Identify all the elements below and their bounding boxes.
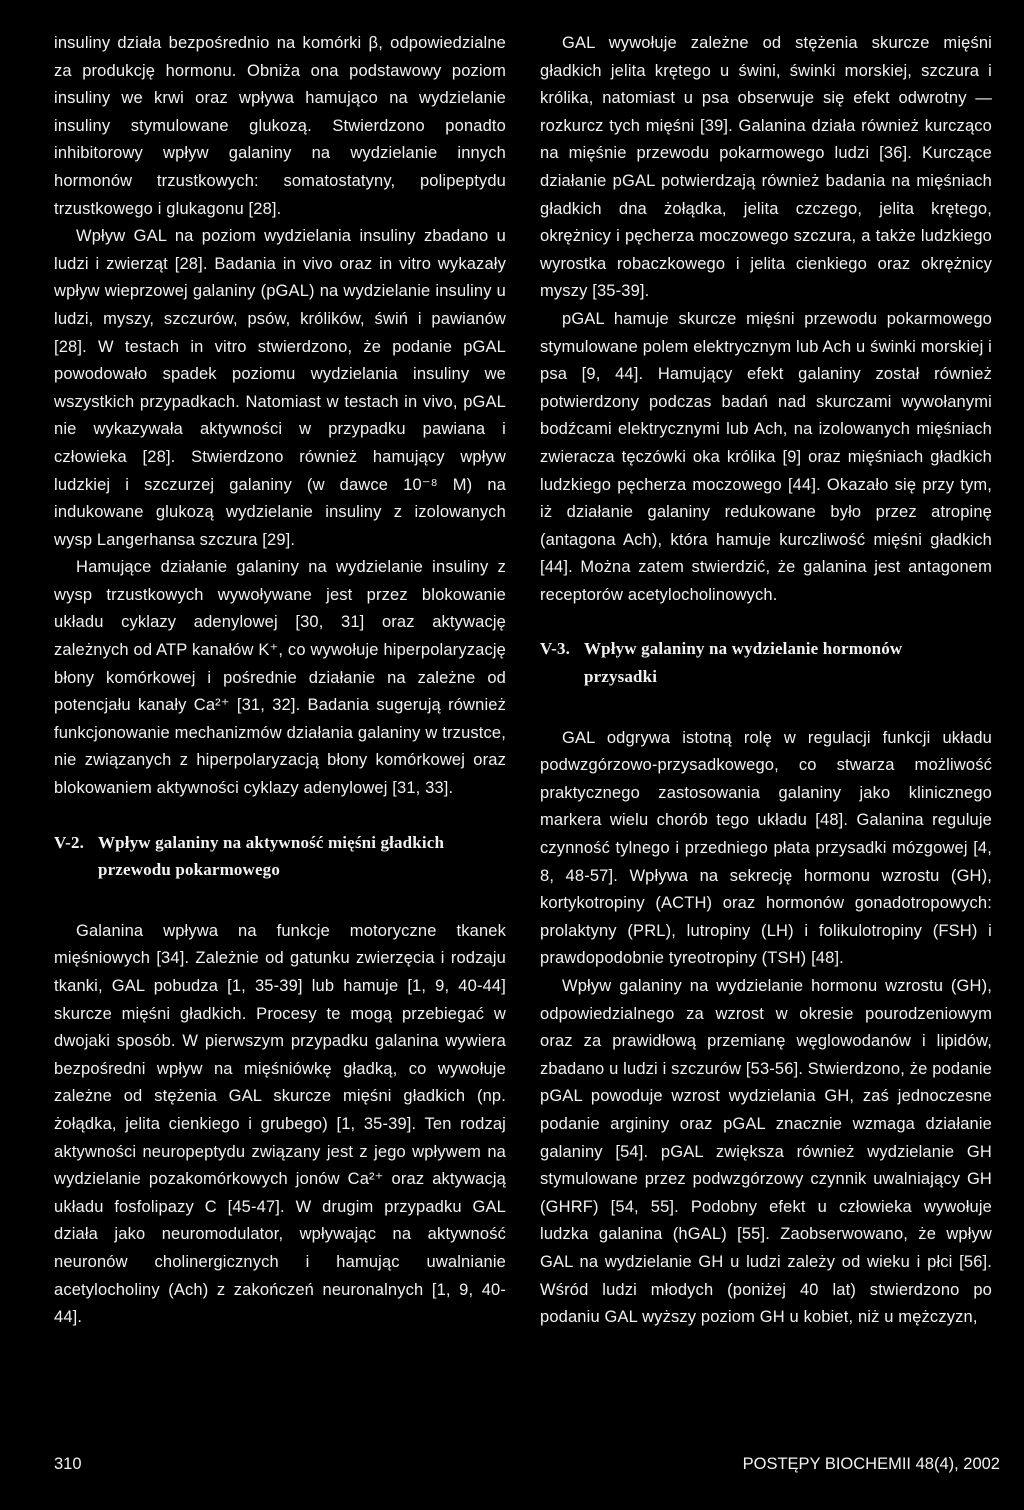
- paragraph: Wpływ GAL na poziom wydzielania insuliny zbadano u ludzi i zwierząt [28]. Badania in vivo oraz in vitro wykazały wpływ wieprzowej galaniny (pGAL) na wydzielanie insuliny u ludzi, myszy, szczurów, psów, królików, świń i pawianów [28]. W testach in vitro stwierdzono, że podanie pGAL powodowało spadek poziomu wydzielania insuliny we wszystkich przypadkach. Natomiast w testach in vivo, pGAL nie wykazywała aktywności w przypadku pawiana i człowieka [28]. Stwierdzono również hamujący wpływ ludzkiej i szczurzej galaniny (w dawce 10⁻⁸ M) na indukowane glukozą wydzielanie insuliny z izolowanych wysp Langerhansa szczura [29].: [54, 227, 506, 549]
- page-footer: [54, 1455, 1000, 1474]
- section-heading-v2: [54, 829, 506, 884]
- paragraph: insuliny działa bezpośrednio na komórki β, odpowiedzialne za produkcję hormonu. Obniża ona podstawowy poziom insuliny we krwi oraz wpływa hamująco na wydzielanie insuliny stymulowane glukozą. Stwierdzono ponadto inhibitorowy wpływ galaniny na wydzielanie innych hormonów trzustkowych: somatostatyny, polipeptydu trzustkowego i glukagonu [28].: [54, 34, 506, 218]
- section-title-line1: Wpływ galaniny na aktywność mięśni gładkich: [98, 832, 445, 852]
- section-number: V-3.: [540, 639, 571, 659]
- paragraph: Wpływ galaniny na wydzielanie hormonu wzrostu (GH), odpowiedzialnego za wzrost w okresie pourodzeniowym oraz za prawidłową przemianę węglowodanów i lipidów, zbadano u ludzi i szczurów [53-56]. Stwierdzono, że podanie pGAL powoduje wzrost wydzielania GH, zaś jednoczesne podanie argininy oraz pGAL znacznie wzmaga działanie galaniny [54]. pGAL zwiększa również wydzielanie GH stymulowane przez podwzgórzowy czynnik uwalniający GH (GHRF) [54, 55]. Podobny efekt u człowieka wywołuje ludzka galanina (hGAL) [55]. Zaobserwowano, że wpływ GAL na wydzielanie GH u ludzi zależy od wieku i płci [56]. Wśród ludzi młodych (poniżej 40 lat) stwierdzono po podaniu GAL wyższy poziom GH u kobiet, niż u mężczyzn,: [540, 977, 992, 1327]
- section-heading-v3: [540, 635, 992, 690]
- section-title-line1: Wpływ galaniny na wydzielanie hormonów: [584, 639, 903, 659]
- right-column: [540, 30, 992, 1332]
- paragraph: Hamujące działanie galaniny na wydzielanie insuliny z wysp trzustkowych wywoływane jest przez blokowanie układu cyklazy adenylowej [30, 31] oraz aktywację zależnych od ATP kanałów K⁺, co wywołuje hiperpolaryzację błony komórkowej i pośrednie działanie na zależne od potencjału kanały Ca²⁺ [31, 32]. Badania sugerują również funkcjonowanie mechanizmów działania galaniny w trzustce, nie związanych z hiperpolaryzacją błony komórkowej oraz blokowaniem aktywności cyklazy adenylowej [31, 33].: [54, 558, 506, 798]
- left-column: [54, 30, 506, 1332]
- section-number: V-2.: [54, 832, 85, 852]
- journal-citation: POSTĘPY BIOCHEMII 48(4), 2002: [742, 1455, 1000, 1473]
- paragraph: GAL wywołuje zależne od stężenia skurcze mięśni gładkich jelita krętego u świni, świnki morskiej, szczura i królika, natomiast u psa obserwuje się efekt odwrotny — rozkurcz tych mięśni [39]. Galanina działa również kurcząco na mięśnie przewodu pokarmowego ludzi [36]. Kurczące działanie pGAL potwierdzają również badania na mięśniach gładkich dna żołądka, jelita czczego, jelita krętego, okrężnicy i pęcherza moczowego szczura, a także ludzkiego wyrostka robaczkowego i jelita cienkiego oraz okrężnicy myszy [35-39].: [540, 34, 992, 301]
- section-title-line2: przysadki: [584, 667, 658, 687]
- page-number: 310: [54, 1455, 82, 1473]
- section-title-line2: przewodu pokarmowego: [98, 860, 280, 880]
- paragraph: pGAL hamuje skurcze mięśni przewodu pokarmowego stymulowane polem elektrycznym lub Ach u świnki morskiej i psa [9, 44]. Hamujący efekt galaniny został również potwierdzony podczas badań nad skurczami wywołanymi bodźcami elektrycznymi lub Ach, na izolowanych mięśniach zwieracza tęczówki oka królika [9] oraz mięśniach gładkich ludzkiego pęcherza moczowego [44]. Okazało się przy tym, iż działanie galaniny redukowane było przez atropinę (antagona Ach), która hamuje kurczliwość mięśni gładkich [44]. Można zatem stwierdzić, że galanina jest antagonem receptorów acetylocholinowych.: [540, 309, 992, 604]
- paragraph: GAL odgrywa istotną rolę w regulacji funkcji układu podwzgórzowo-przysadkowego, co stwarza możliwość praktycznego zastosowania galaniny jako klinicznego markera wielu chorób tego układu [48]. Galanina reguluje czynność tylnego i przedniego płata przysadki mózgowej [4, 8, 48-57]. Wpływa na sekrecję hormonu wzrostu (GH), kortykotropiny (ACTH) oraz hormonów gonadotropowych: prolaktyny (PRL), lutropiny (LH) i folikulotropiny (FSH) i prawdopodobnie tyreotropiny (TSH) [48].: [540, 728, 992, 968]
- paragraph: Galanina wpływa na funkcje motoryczne tkanek mięśniowych [34]. Zależnie od gatunku zwierzęcia i rodzaju tkanki, GAL pobudza [1, 35-39] lub hamuje [1, 9, 40-44] skurcze mięśni gładkich. Procesy te mogą przebiegać w dwojaki sposób. W pierwszym przypadku galanina wywiera bezpośredni wpływ na mięśniówkę gładką, co wywołuje zależne od stężenia GAL skurcze mięśni gładkich (np. żołądka, jelita cienkiego i grubego) [1, 35-39]. Ten rodzaj aktywności neuropeptydu związany jest z jego wpływem na wydzielanie pozakomórkowych jonów Ca²⁺ oraz aktywacją układu fosfolipazy C [45-47]. W drugim przypadku GAL działa jako neuromodulator, wpływając na aktywność neuronów cholinergicznych i hamując uwalnianie acetylocholiny (Ach) z zakończeń neuronalnych [1, 9, 40-44].: [54, 921, 506, 1327]
